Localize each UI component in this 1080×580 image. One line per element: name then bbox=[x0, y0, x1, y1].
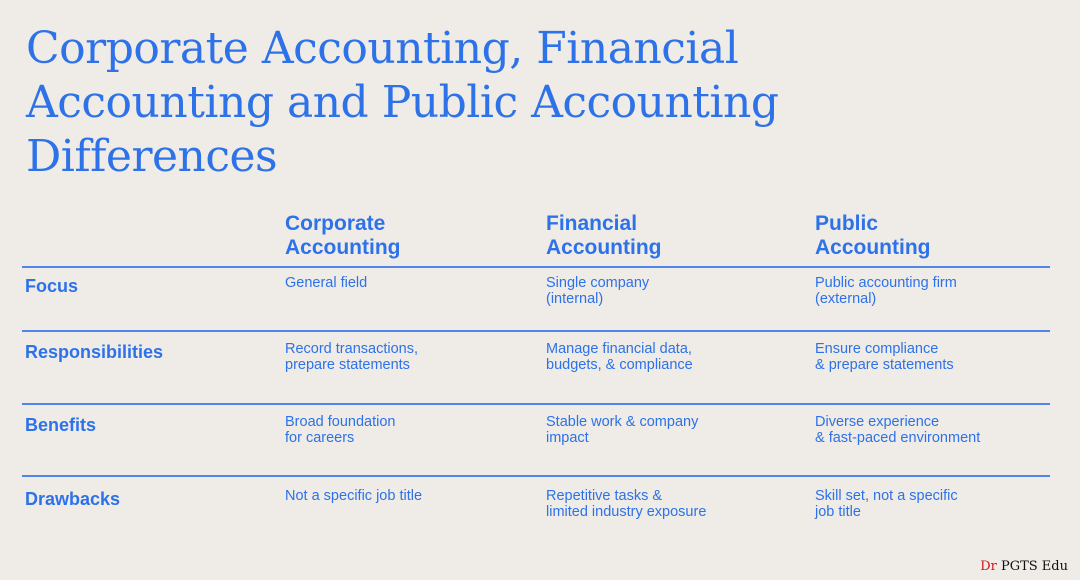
row-label-benefits: Benefits bbox=[25, 415, 97, 435]
cell-line: Record transactions, bbox=[285, 341, 418, 357]
cell-line: Diverse experience bbox=[815, 414, 940, 430]
row-divider bbox=[22, 266, 1050, 268]
row-divider bbox=[22, 403, 1050, 405]
table-cell bbox=[546, 414, 698, 446]
watermark-text: PGTS Edu bbox=[1000, 559, 1068, 574]
column-header-line: Accounting bbox=[546, 236, 662, 259]
title-line: Corporate Accounting, Financial bbox=[26, 23, 739, 74]
table-cell bbox=[285, 341, 418, 373]
column-header-line: Financial bbox=[546, 212, 638, 235]
table-cell bbox=[815, 488, 958, 520]
row-divider bbox=[22, 330, 1050, 332]
table-cell bbox=[285, 414, 395, 446]
cell-line: Repetitive tasks & bbox=[546, 488, 663, 504]
cell-line: impact bbox=[546, 430, 589, 446]
cell-line: budgets, & compliance bbox=[546, 357, 693, 373]
cell-line: (internal) bbox=[546, 291, 604, 307]
column-header-line: Accounting bbox=[285, 236, 401, 259]
table-cell bbox=[546, 341, 693, 373]
cell-line: (external) bbox=[815, 291, 877, 307]
row-divider bbox=[22, 475, 1050, 477]
column-header-line: Corporate bbox=[285, 212, 386, 235]
cell-line: Ensure compliance bbox=[815, 341, 939, 357]
cell-line: prepare statements bbox=[285, 357, 410, 373]
table-cell bbox=[815, 275, 957, 307]
row-label-responsibilities: Responsibilities bbox=[25, 342, 164, 362]
table-cell bbox=[285, 488, 422, 504]
row-label-drawbacks: Drawbacks bbox=[25, 489, 121, 509]
cell-line: for careers bbox=[285, 430, 355, 446]
cell-line: Single company bbox=[546, 275, 650, 291]
table-cell bbox=[815, 341, 954, 373]
title-line: Differences bbox=[26, 131, 278, 182]
watermark bbox=[980, 559, 1068, 574]
cell-line: Skill set, not a specific bbox=[815, 488, 958, 504]
cell-line: Not a specific job title bbox=[285, 488, 423, 504]
column-header-line: Public bbox=[815, 212, 879, 235]
cell-line: General field bbox=[285, 275, 368, 291]
cell-line: Public accounting firm bbox=[815, 275, 957, 291]
cell-line: & fast-paced environment bbox=[815, 430, 981, 446]
cell-line: Broad foundation bbox=[285, 414, 396, 430]
table-cell bbox=[815, 414, 980, 446]
table-cell bbox=[546, 488, 706, 520]
column-header-public bbox=[815, 212, 931, 260]
table-cell bbox=[546, 275, 649, 307]
cell-line: Manage financial data, bbox=[546, 341, 692, 357]
cell-line: job title bbox=[815, 504, 861, 520]
title-line: Accounting and Public Accounting bbox=[26, 77, 779, 128]
cell-line: limited industry exposure bbox=[546, 504, 707, 520]
column-header-financial bbox=[546, 212, 662, 260]
column-header-corporate bbox=[285, 212, 401, 260]
cell-line: Stable work & company bbox=[546, 414, 699, 430]
cell-line: & prepare statements bbox=[815, 357, 954, 373]
watermark-prefix: Dr bbox=[980, 559, 997, 574]
column-header-line: Accounting bbox=[815, 236, 931, 259]
page-title bbox=[26, 22, 1056, 184]
table-cell bbox=[285, 275, 367, 291]
row-label-focus: Focus bbox=[25, 276, 79, 296]
